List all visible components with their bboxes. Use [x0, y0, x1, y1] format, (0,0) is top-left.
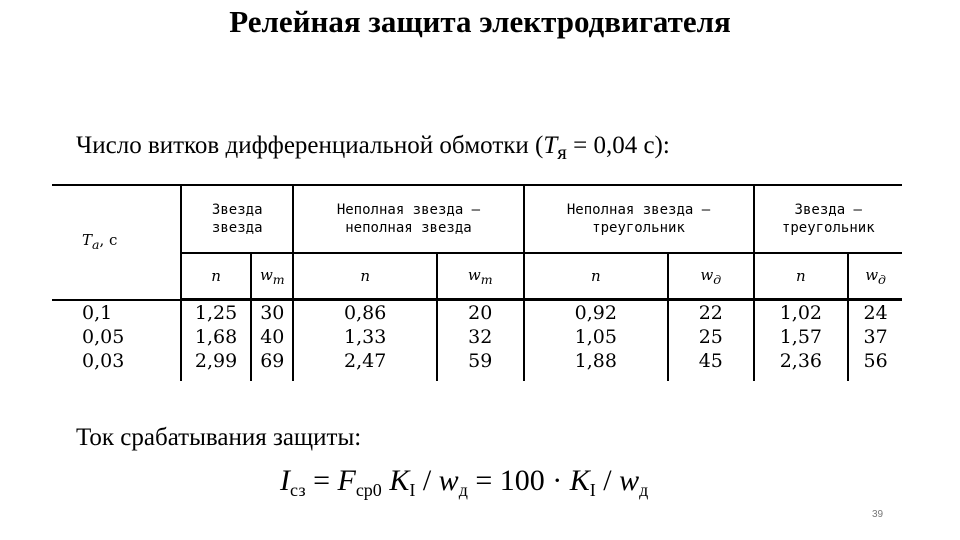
col7-value-row2: 1,57 — [779, 326, 822, 348]
col6-value-row2: 25 — [698, 326, 723, 348]
col8-value-row3: 56 — [863, 350, 888, 372]
formula-lhs-sub: сз — [290, 480, 306, 500]
group-header-1-line1: Звезда — [211, 202, 263, 218]
subheader-w-3-index: д — [713, 271, 722, 287]
subheader-n-1-symbol: n — [211, 267, 221, 285]
col1-value-row3: 2,99 — [194, 350, 238, 372]
subheader-w-2 — [437, 253, 524, 300]
col8-value-row2: 37 — [863, 326, 888, 348]
subheader-n-1 — [181, 253, 251, 300]
group-header-3-line2: треугольник — [592, 220, 685, 236]
formula-k1: K — [381, 464, 410, 497]
formula-k2: K — [569, 464, 590, 497]
col1-values-cell — [181, 300, 251, 382]
subheader-n-3 — [524, 253, 669, 300]
col5-values-cell — [524, 300, 669, 382]
subheader-w-1 — [251, 253, 293, 300]
formula-k2-sub: I — [589, 480, 596, 500]
caption-variable-subscript: я — [557, 140, 567, 164]
col8-value-row1: 24 — [863, 302, 888, 324]
group-header-3 — [524, 185, 754, 253]
formula-eq2: = 100 · — [467, 464, 570, 497]
subheader-w-2-index: т — [480, 271, 493, 287]
coil-turns-table — [52, 184, 902, 381]
subheader-n-3-symbol: n — [590, 267, 601, 285]
group-header-4 — [754, 185, 902, 253]
col5-value-row1: 0,92 — [574, 302, 617, 324]
subheader-w-4 — [848, 253, 902, 300]
subheader-n-4-symbol: n — [796, 267, 806, 285]
ta-value-row2: 0,05 — [82, 325, 125, 348]
formula-slash1: / — [415, 464, 439, 497]
col1-value-row1: 1,25 — [194, 302, 238, 324]
col8-values-cell — [848, 300, 902, 382]
subheader-w-3 — [668, 253, 753, 300]
col5-value-row2: 1,05 — [574, 326, 617, 348]
ta-value-row1: 0,1 — [82, 301, 113, 324]
formula-w2: w — [619, 464, 640, 497]
col7-value-row3: 2,36 — [779, 350, 822, 372]
group-header-4-line2: треугольник — [781, 220, 875, 236]
col6-value-row3: 45 — [698, 350, 723, 372]
group-header-2 — [293, 185, 523, 253]
formula-slash2: / — [595, 464, 620, 497]
col3-value-row1: 0,86 — [344, 302, 387, 324]
pickup-current-formula — [280, 464, 648, 501]
col3-value-row2: 1,33 — [344, 326, 387, 348]
subheader-n-2 — [293, 253, 437, 300]
col6-values-cell — [668, 300, 753, 382]
ta-value-row3: 0,03 — [82, 349, 125, 372]
formula-w1-sub: д — [458, 480, 468, 500]
col1-value-row2: 1,68 — [194, 326, 238, 348]
section-heading-pickup-current: Ток срабатывания защиты: — [76, 424, 362, 451]
table-caption — [76, 132, 670, 165]
formula-lhs: I — [280, 464, 290, 497]
table-data-block — [52, 300, 902, 382]
subheader-w-1-symbol: w — [259, 265, 273, 284]
col4-values-cell — [437, 300, 524, 382]
corner-header — [52, 185, 181, 300]
formula-k1-sub: I — [409, 480, 416, 500]
subheader-n-4 — [754, 253, 849, 300]
col5-value-row3: 1,88 — [574, 350, 617, 372]
page-number: 39 — [872, 509, 884, 520]
subheader-w-4-symbol: w — [865, 265, 879, 284]
col4-value-row2: 32 — [468, 326, 493, 348]
caption-variable: Т — [543, 132, 558, 159]
col2-value-row2: 40 — [260, 326, 285, 348]
group-header-3-line1: Неполная звезда — — [566, 202, 711, 218]
col2-value-row1: 30 — [260, 302, 285, 324]
formula-w1: w — [438, 464, 459, 497]
group-header-1-line2: звезда — [211, 220, 263, 236]
slide-title: Релейная защита электродвигателя — [229, 4, 731, 39]
col2-values-cell — [251, 300, 293, 382]
formula-f: F — [337, 464, 356, 497]
subheader-w-4-index: д — [878, 271, 886, 287]
col4-value-row3: 59 — [468, 350, 493, 372]
subheader-w-1-index: т — [272, 271, 285, 287]
col4-value-row1: 20 — [468, 302, 493, 324]
group-header-2-line2: неполная звезда — [345, 220, 472, 236]
col7-value-row1: 1,02 — [779, 302, 822, 324]
formula-eq1: = — [305, 464, 338, 497]
caption-value: = 0,04 с): — [566, 132, 670, 159]
caption-text: Число витков дифференциальной обмотки ( — [76, 132, 544, 159]
formula-w2-sub: д — [639, 480, 649, 500]
ta-values-cell — [52, 300, 181, 382]
col3-values-cell — [293, 300, 437, 382]
col3-value-row3: 2,47 — [344, 350, 387, 372]
subheader-n-2-symbol: n — [360, 267, 371, 285]
group-header-4-line1: Звезда — — [794, 202, 862, 218]
corner-subscript: а — [92, 236, 100, 252]
subheader-w-2-symbol: w — [467, 265, 481, 284]
col2-value-row3: 69 — [260, 350, 285, 372]
corner-unit: , с — [99, 230, 118, 249]
col6-value-row1: 22 — [698, 302, 723, 324]
col7-values-cell — [754, 300, 849, 382]
group-header-1 — [181, 185, 293, 253]
formula-f-sub: ср0 — [355, 480, 382, 500]
group-header-2-line1: Неполная звезда — — [336, 202, 481, 218]
corner-variable: Т — [82, 230, 93, 249]
subheader-w-3-symbol: w — [700, 265, 714, 284]
